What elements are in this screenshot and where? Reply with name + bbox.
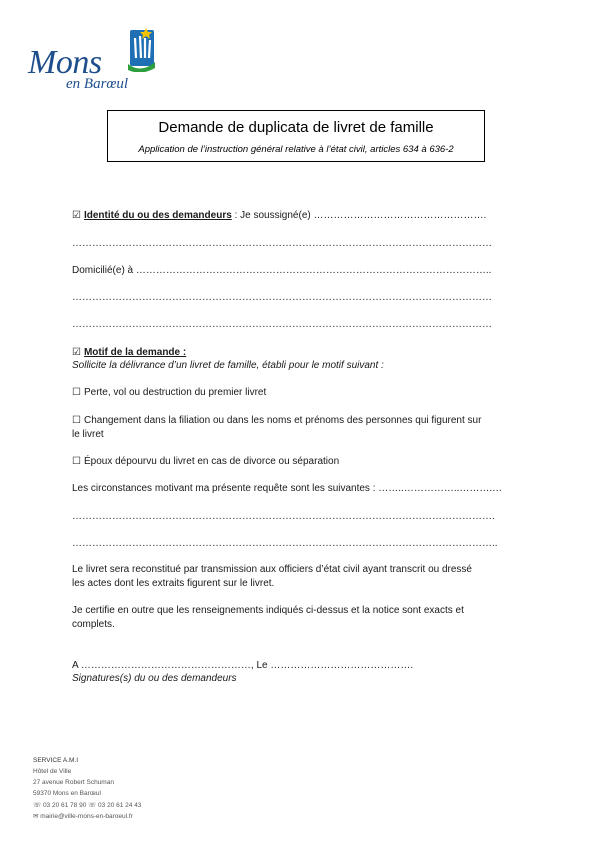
footer-city: 59370 Mons en Barœul — [33, 790, 101, 797]
motif-intro: Sollicite la délivrance d’un livret de famille, établi pour le motif suivant : — [72, 360, 384, 371]
title-box — [107, 110, 485, 162]
circumstances-line-2[interactable]: ………………………………………………………………………………………………………………. — [72, 511, 495, 522]
option-divorce-checkbox[interactable]: ☐ — [72, 456, 81, 467]
paragraph-2-line-1: Je certifie en outre que les renseignements indiqués ci-dessus et la notice sont exacts et — [72, 605, 464, 616]
paragraph-2-line-2: complets. — [72, 619, 115, 630]
identity-line-5[interactable]: ……………………………………………………………………………………………………………… — [72, 319, 492, 330]
option-change[interactable] — [72, 415, 481, 426]
footer-email[interactable]: mairie@ville-mons-en-baroeul.fr — [40, 813, 133, 820]
option-divorce-label: Époux dépourvu du livret en cas de divorce ou séparation — [83, 456, 340, 467]
paragraph-1-line-2: les actes dont les extraits figurent sur le livret. — [72, 578, 275, 589]
motif-row — [72, 347, 186, 358]
footer-address: 27 avenue Robert Schuman — [33, 779, 114, 786]
footer-phone-row — [33, 801, 141, 809]
identity-checkbox[interactable]: ☑ — [72, 210, 81, 221]
identity-line-4[interactable]: ……………………………………………………………………………………………………………… — [72, 292, 492, 303]
identity-row — [72, 210, 486, 221]
circumstances-field[interactable]: Les circonstances motivant ma présente requête sont les suivantes : ……..……………..……….… — [72, 483, 503, 494]
logo-subname: en Barœul — [66, 76, 129, 92]
motif-checkbox[interactable]: ☑ — [72, 347, 81, 358]
place-date-field[interactable]: A ……………………………………………, Le ……………………………………. — [72, 660, 414, 671]
domicile-field[interactable]: Domicilié(e) à …………………………………………………………………………………………….. — [72, 265, 492, 276]
email-icon: ✉ — [33, 813, 41, 820]
footer-hotel: Hôtel de Ville — [33, 768, 72, 775]
option-change-continued: le livret — [72, 429, 104, 440]
document-subtitle: Application de l’instruction général relative à l’état civil, articles 634 à 636-2 — [138, 144, 454, 155]
option-loss-checkbox[interactable]: ☐ — [72, 387, 81, 398]
footer-email-row — [33, 812, 133, 820]
option-change-label: Changement dans la filiation ou dans les noms et prénoms des personnes qui figurent sur — [83, 415, 482, 426]
signature-label: Signatures(s) du ou des demandeurs — [72, 673, 237, 684]
paragraph-1-line-1: Le livret sera reconstitué par transmission aux officiers d’état civil ayant transcrit ou dressé — [72, 564, 472, 575]
identity-label: Identité du ou des demandeurs — [83, 210, 232, 221]
logo-name: Mons — [28, 44, 102, 81]
document-title: Demande de duplicata de livret de famille — [158, 119, 434, 136]
footer-phone: 03 20 61 78 90 ☏ 03 20 61 24 43 — [42, 802, 142, 809]
identity-name-field[interactable]: : Je soussigné(e) ……………………………………………. — [231, 210, 487, 221]
identity-line-2[interactable]: ……………………………………………………………………………………………………………… — [72, 238, 492, 249]
footer-service: SERVICE A.M.I — [33, 757, 79, 764]
phone-icon: ☏ — [33, 802, 43, 809]
motif-label: Motif de la demande : — [83, 347, 187, 358]
option-loss[interactable] — [72, 387, 266, 398]
logo-emblem-icon — [126, 24, 156, 72]
option-divorce[interactable] — [72, 456, 339, 467]
option-loss-label: Perte, vol ou destruction du premier livret — [83, 387, 267, 398]
circumstances-line-3[interactable]: ……………………………………………………………………………………………………………….. — [72, 538, 498, 549]
mons-en-baroeul-logo — [28, 24, 158, 96]
option-change-checkbox[interactable]: ☐ — [72, 415, 81, 426]
